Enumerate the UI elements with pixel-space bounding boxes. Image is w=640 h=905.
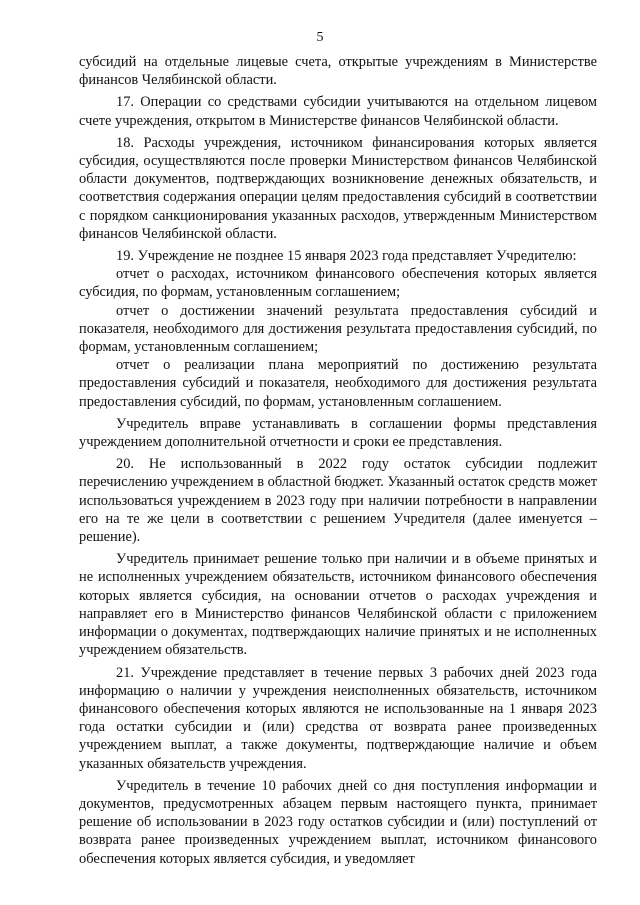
paragraph-19-report-expenses: отчет о расходах, источником финансового обеспечения которых является субсидия, по формам, установленным соглашением;	[79, 266, 597, 301]
page-number: 5	[316, 30, 324, 45]
paragraph-18: 18. Расходы учреждения, источником финансирования которых является субсидия, осуществляются после проверки Министерством финансов Челябинской области документов, подтверждающих возникновение денежных обязательств, и соответствия содержания операции целям предоставления субсидий в соответствии с порядком санкционирования указанных расходов, утвержденным Министерством финансов Челябинской области.	[79, 134, 597, 242]
paragraph-20: 20. Не использованный в 2022 году остаток субсидии подлежит перечислению учреждением в областной бюджет. Указанный остаток средств может использоваться учреждением в 2023 году при наличии потребности в направлении его на те же цели в соответствии с решением Учредителя (далее именуется – решение).	[79, 456, 597, 546]
paragraph-19-report-results: отчет о достижении значений результата предоставления субсидий и показателя, необходимого для достижения результата предоставления субсидий, по формам, установленным соглашением;	[79, 302, 597, 356]
paragraph-19-report-plan: отчет о реализации плана мероприятий по достижению результата предоставления субсидий и показателя, необходимого для достижения результата предоставления субсидий, по формам, установленным соглашением.	[79, 357, 597, 410]
paragraph-21-decision: Учредитель в течение 10 рабочих дней со дня поступления информации и документов, предусмотренных абзацем первым настоящего пункта, принимает решение об использовании в 2023 году остатков субсидии и (или) поступлений от возврата ранее произведенных учреждением выплат, источником финансового обеспечения которых является субсидия, и уведомляет	[79, 777, 597, 867]
document-body	[79, 53, 597, 868]
paragraph-21: 21. Учреждение представляет в течение первых 3 рабочих дней 2023 года информацию о наличии у учреждения неисполненных обязательств, источником финансового обеспечения которых являются не использованные на 1 января 2023 года остатки субсидии и (или) средства от возврата ранее произведенных учреждением выплат, а также документы, подтверждающие наличие и объем указанных обязательств учреждения.	[79, 664, 597, 772]
paragraph-19-additional-reporting: Учредитель вправе устанавливать в соглашении формы представления учреждением дополнительной отчетности и сроки ее представления.	[79, 415, 597, 451]
paragraph-20-decision: Учредитель принимает решение только при наличии и в объеме принятых и не исполненных учреждением обязательств, источником финансового обеспечения которых является субсидия, на основании отчетов о расходах учреждения и направляет его в Министерство финансов Челябинской области с приложением информации о документах, подтверждающих наличие принятых и не исполненных учреждением обязательств.	[79, 551, 597, 659]
paragraph-17: 17. Операции со средствами субсидии учитываются на отдельном лицевом счете учреждения, открытом в Министерстве финансов Челябинской области.	[79, 94, 597, 129]
paragraph-19: 19. Учреждение не позднее 15 января 2023 года представляет Учредителю:	[116, 248, 577, 265]
paragraph-continuation: субсидий на отдельные лицевые счета, открытые учреждениям в Министерстве финансов Челябинской области.	[79, 54, 597, 89]
